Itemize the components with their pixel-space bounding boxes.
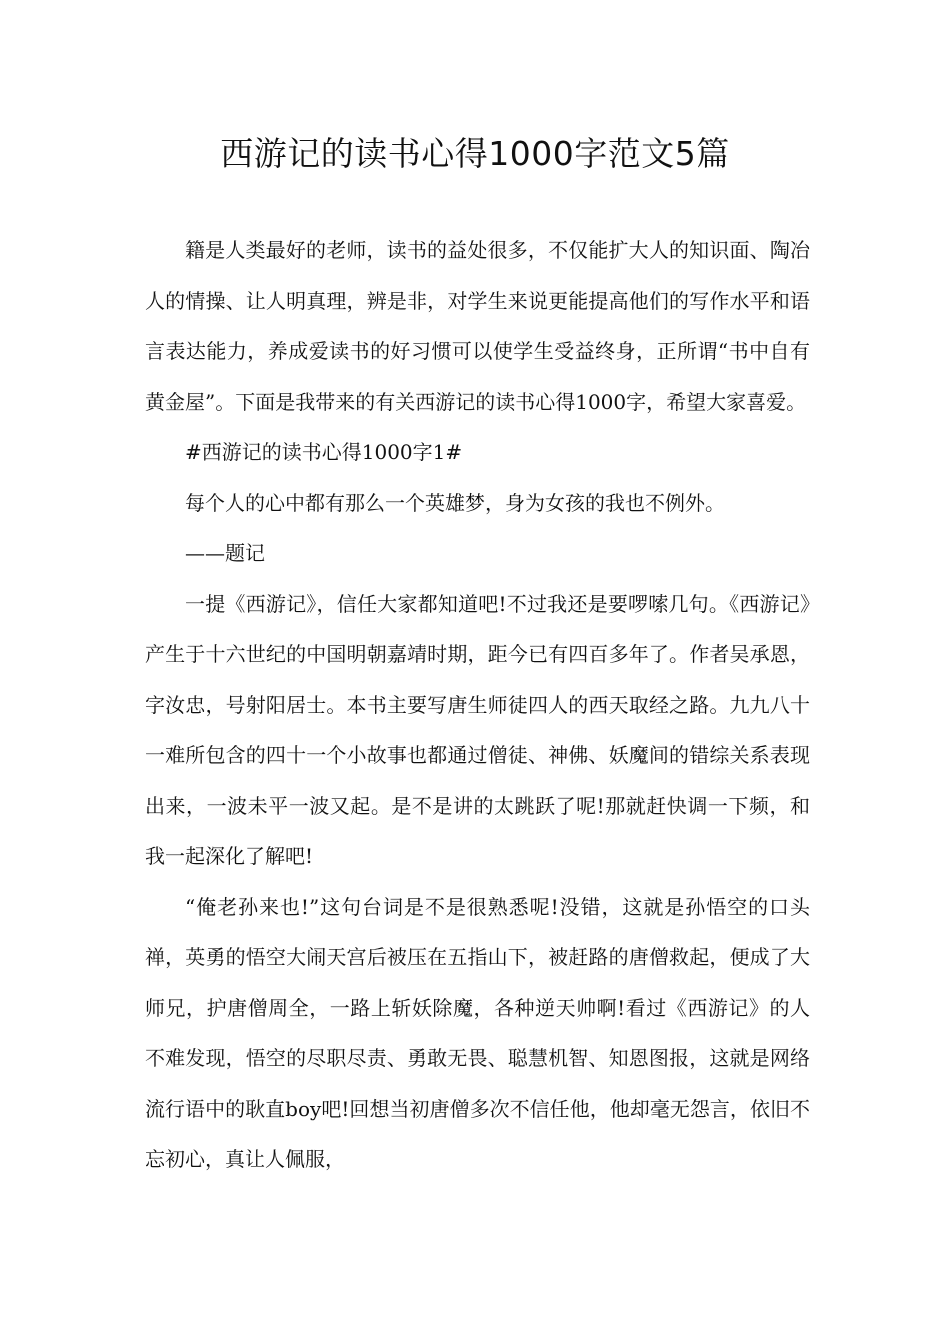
article-body: [145, 225, 810, 1185]
paragraph-epigraph: 每个人的心中都有那么一个英雄梦，身为女孩的我也不例外。: [185, 490, 725, 515]
paragraph-book-intro: 一提《西游记》，信任大家都知道吧!不过我还是要啰嗦几句。《西游记》产生于十六世纪的中国明朝嘉靖时期，距今已有四百多年了。作者吴承恩，字汝忠，号射阳居士。本书主要写唐生师徒四人的西天取经之路。九九八十一难所包含的四十一个小故事也都通过僧徒、神佛、妖魔间的错综关系表现出来，一波未平一波又起。是不是讲的太跳跃了呢!那就赶快调一下频，和我一起深化了解吧!: [145, 591, 810, 868]
paragraph-epigraph-attribution: ——题记: [185, 541, 265, 565]
paragraph-wukong: “俺老孙来也!”这句台词是不是很熟悉呢!没错，这就是孙悟空的口头禅，英勇的悟空大闹天宫后被压在五指山下，被赶路的唐僧救起，便成了大师兄，护唐僧周全，一路上斩妖除魔，各种逆天帅啊!看过《西游记》的人不难发现，悟空的尽职尽责、勇敢无畏、聪慧机智、知恩图报，这就是网络流行语中的耿直boy吧!回想当初唐僧多次不信任他，他却毫无怨言，依旧不忘初心，真让人佩服，: [145, 894, 810, 1171]
paragraph-intro: 籍是人类最好的老师，读书的益处很多，不仅能扩大人的知识面、陶冶人的情操、让人明真理，辨是非，对学生来说更能提高他们的写作水平和语言表达能力，养成爱读书的好习惯可以使学生受益终身，正所谓“书中自有黄金屋”。下面是我带来的有关西游记的读书心得1000字，希望大家喜爱。: [145, 238, 810, 414]
section-heading-1: #西游记的读书心得1000字1#: [185, 440, 463, 464]
page-title: 西游记的读书心得1000字范文5篇: [220, 134, 730, 173]
